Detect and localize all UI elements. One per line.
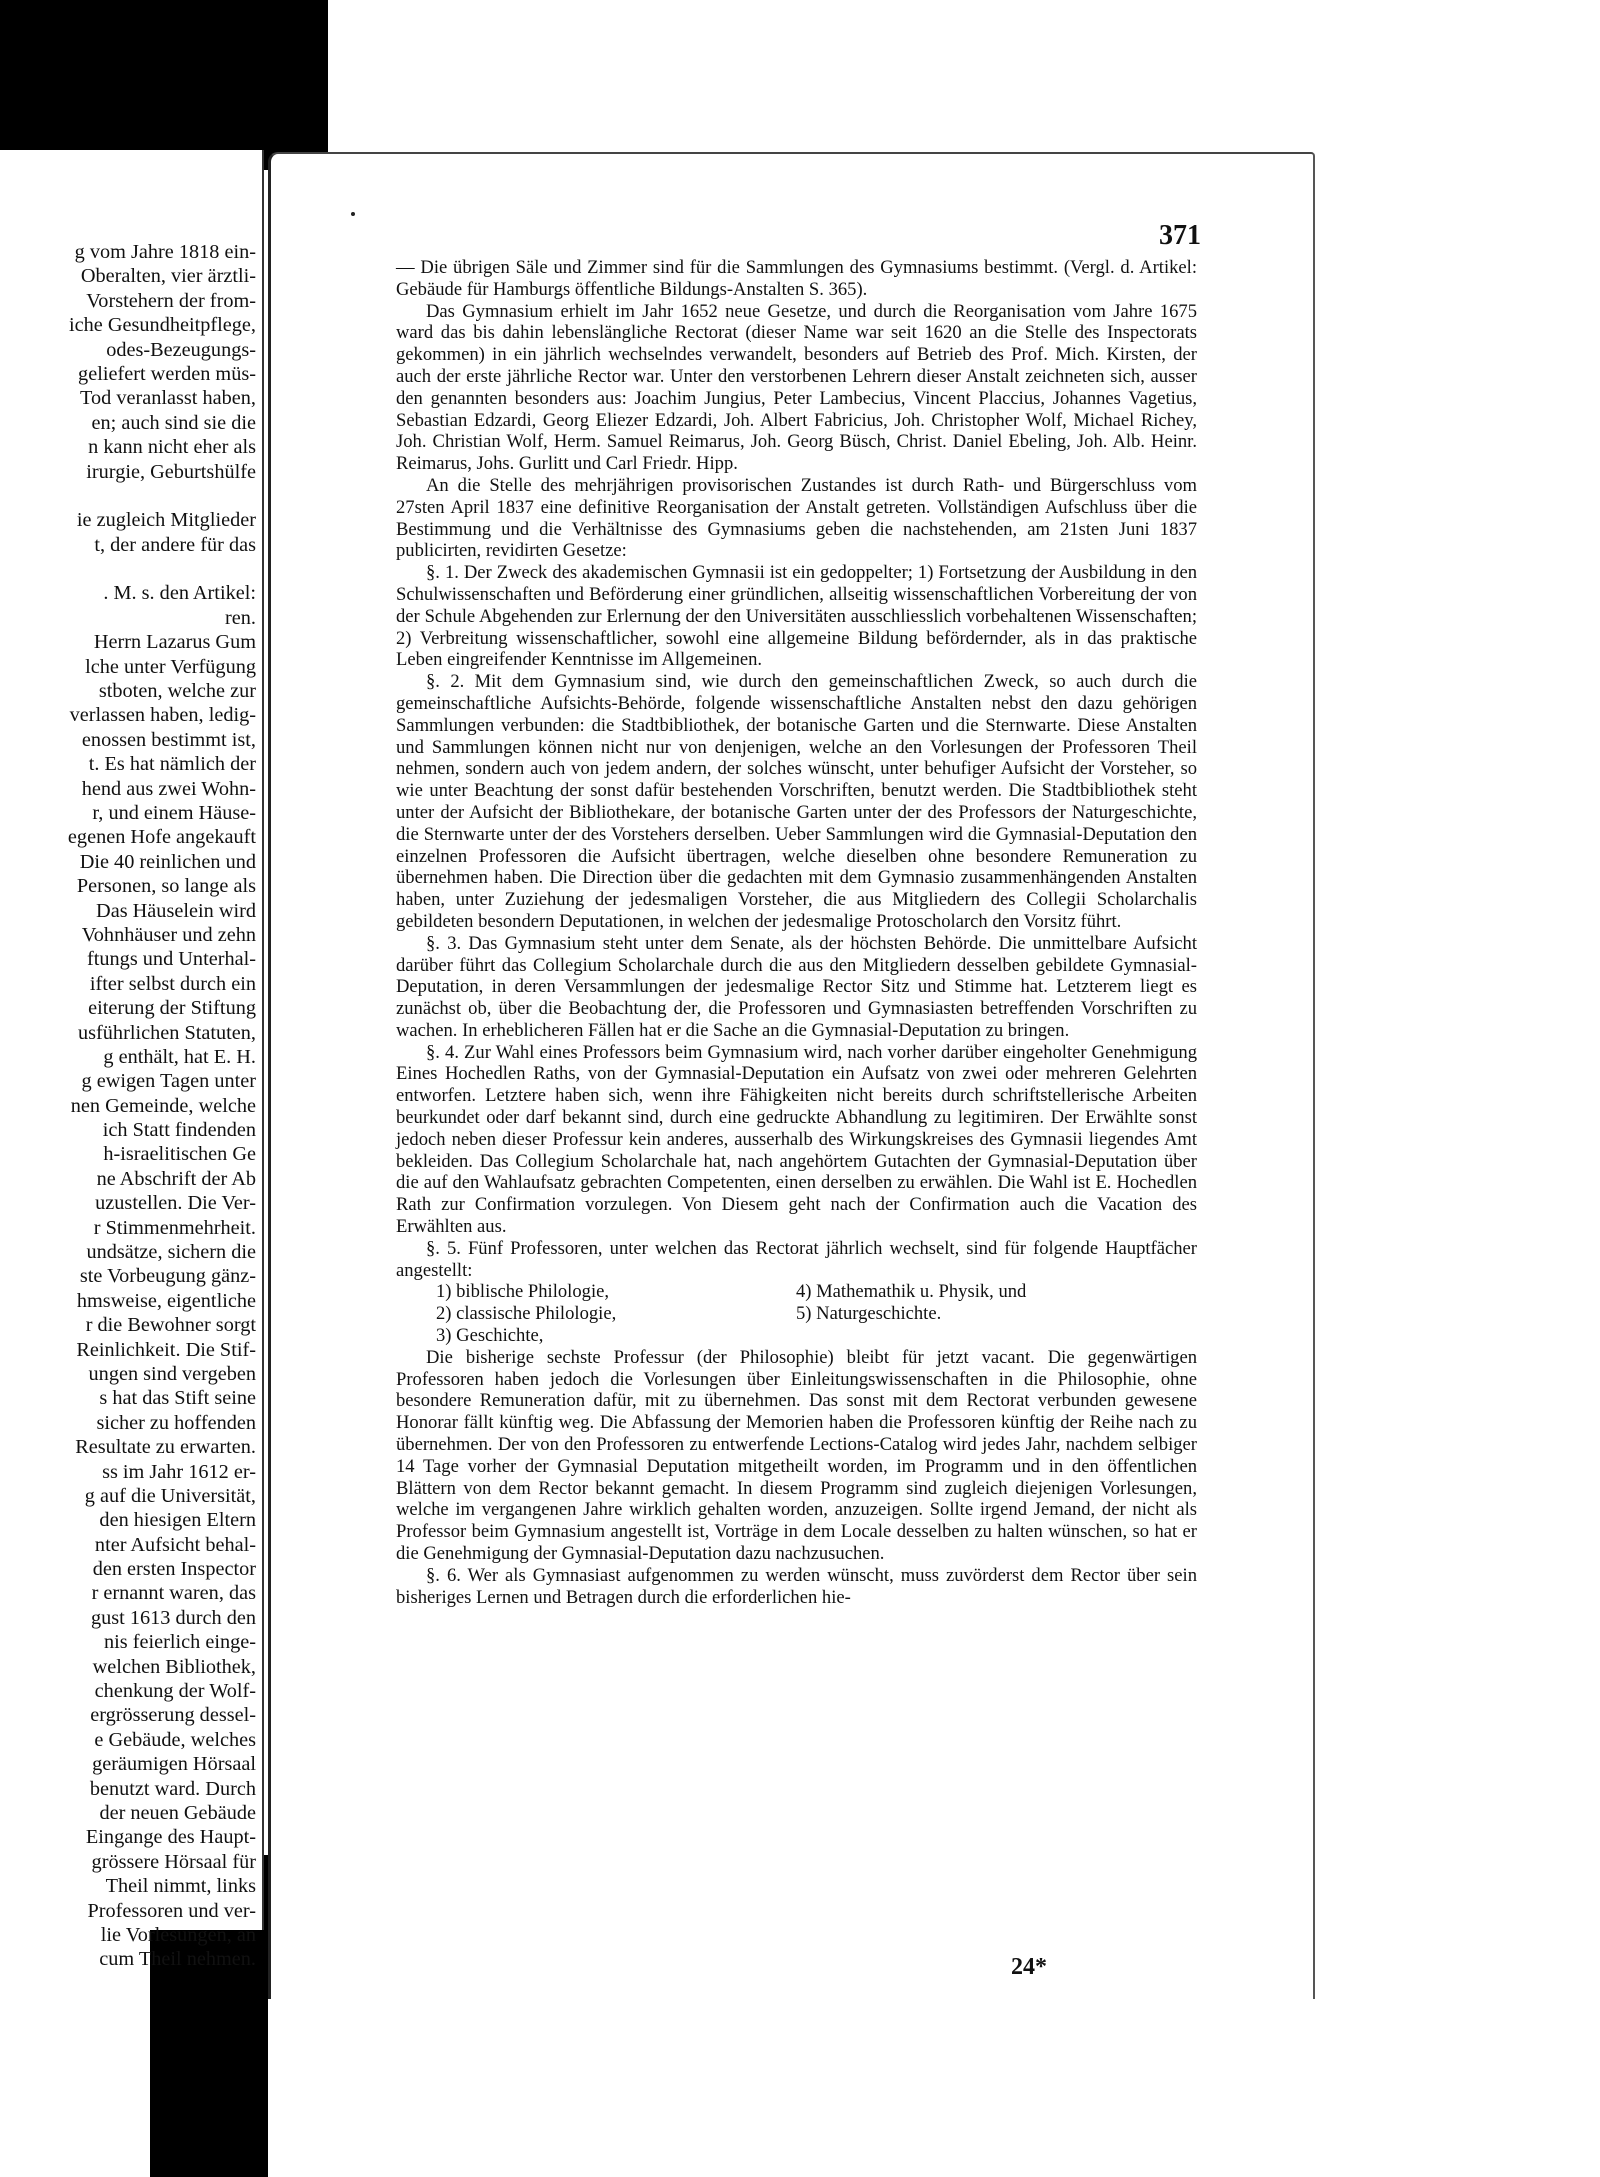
left-page-line: hmsweise, eigentliche [76, 1289, 256, 1312]
left-page-line: lie Vorlesungen, an [100, 1923, 256, 1946]
left-page-line: enossen bestimmt ist, [81, 728, 256, 751]
left-page-line: g auf die Universität, [84, 1484, 256, 1507]
left-page-line: den ersten Inspector [92, 1558, 256, 1581]
paragraph: §. 6. Wer als Gymnasiast aufgenommen zu werden wünscht, muss zuvörderst dem Rector über sein bisheriges Lernen und Betragen durch die erforderlichen hie- [396, 1564, 1197, 1608]
left-page-line: eiterung der Stiftung [88, 997, 256, 1020]
left-page-line: den hiesigen Eltern [99, 1509, 256, 1532]
left-page-line: . M. s. den Artikel: [103, 582, 256, 605]
left-page-line: iche Gesundheitpflege, [69, 314, 256, 337]
left-page-line: gust 1613 durch den [90, 1606, 256, 1629]
page-body [396, 257, 1197, 1608]
left-page-line: geräumigen Hörsaal [92, 1753, 256, 1776]
left-page-line: nis feierlich einge- [103, 1631, 256, 1654]
left-page-line: Oberalten, vier ärztli- [80, 265, 256, 288]
left-page-line: Tod veranlasst haben, [80, 387, 256, 410]
left-page-line: t, der andere für das [94, 533, 256, 556]
left-page-line: usführlichen Statuten, [78, 1021, 256, 1044]
left-page-line: e Gebäude, welches [94, 1728, 256, 1751]
left-page-line: benutzt ward. Durch [89, 1777, 256, 1800]
left-page-line: Vorstehern der from- [86, 289, 256, 312]
left-page-line: stboten, welche zur [98, 680, 256, 703]
left-page-line: lche unter Verfügung [85, 655, 256, 678]
left-page-line: ich Statt findenden [102, 1119, 256, 1142]
scanner-border-top [0, 0, 328, 170]
left-page-line: s hat das Stift seine [99, 1387, 256, 1410]
left-page-line: g enthält, hat E. H. [103, 1045, 256, 1068]
paragraphs-after-list [396, 1347, 1197, 1609]
paragraph: — Die übrigen Säle und Zimmer sind für die Sammlungen des Gymnasiums bestimmt. (Vergl. d. Artikel: Gebäude für Hamburgs öffentliche Bildungs-Anstalten S. 365). [396, 257, 1197, 300]
left-page-line: cum Theil nehmen. [99, 1948, 256, 1971]
left-page-line: ie zugleich Mitglieder [76, 509, 256, 532]
left-page-line: Vohnhäuser und zehn [81, 923, 256, 946]
right-page [268, 152, 1315, 1999]
left-page-line: hend aus zwei Wohn- [81, 777, 256, 800]
left-page-line: undsätze, sichern die [86, 1241, 256, 1264]
subject-item: 1) biblische Philologie, [436, 1281, 610, 1303]
left-page-line: Theil nimmt, links [105, 1875, 256, 1898]
paragraph: §. 5. Fünf Professoren, unter welchen das Rectorat jährlich wechselt, sind für folgende Hauptfächer angestellt: [396, 1237, 1197, 1281]
paragraph: §. 1. Der Zweck des akademischen Gymnasii ist ein gedoppelter; 1) Fortsetzung der Ausbildung in den Schulwissenschaften und Beförderung einer gründlichen, allseitig wissenschaftlichen Vorbereitung der von der Schule Abgehenden zur Erlernung der den Universitäten ausschliesslich vorbehaltenen Wissenschaften; 2) Verbreitung wissenschaftlicher, sowohl eine allgemeine Bildung befördernder, als in das praktische Leben eingreifender Kenntnisse im Allgemeinen. [396, 562, 1197, 671]
paragraph: §. 3. Das Gymnasium steht unter dem Senate, als der höchsten Behörde. Die unmittelbare Aufsicht darüber führt das Collegium Scholarchale durch die aus den Mitgliedern desselben gebildete Gymnasial-Deputation, in deren Versammlungen der jedesmalige Rector Sitz und Stimme hat. Letzterem liegt es zunächst ob, über die Beobachtung der, die Professoren und Gymnasiasten betreffenden Vorschriften zu wachen. In erheblicheren Fällen hat er die Sache an die Gymnasial-Deputation zu bringen. [396, 932, 1197, 1041]
left-page-line: h-israelitischen Ge [103, 1143, 256, 1166]
paragraph: §. 2. Mit dem Gymnasium sind, wie durch den gemeinschaftlichen Zweck, so auch durch die gemeinschaftliche Aufsichts-Behörde, folgende wissenschaftliche Anstalten nebst den dazu gehörigen Sammlungen verbunden: die Stadtbibliothek, der botanische Garten und die Sternwarte. Diese Anstalten und Sammlungen können nicht nur von denjenigen, welche an den Vorlesungen der Professoren Theil nehmen, sondern auch von jedem andern, der solches wünscht, unter behufiger Aufsicht der Vorsteher, so wie unter Beachtung der sonst dafür bestehenden Vorschriften, benutzt werden. Die Stadtbibliothek steht unter der Aufsicht der Bibliothekare, der botanische Garten unter der des Professors der Naturgeschichte, die Sternwarte unter der des Vorstehers derselben. Ueber Sammlungen wird die Gymnasial-Deputation den einzelnen Professoren die Aufsicht übertragen, welche dieselben ohne besondere Remuneration zu übernehmen haben. Die Direction über die gedachten mit dem Gymnasio zusammenhängenden Anstalten haben, unter Zuziehung der jedesmaligen Vorsteher, die aus Mitgliedern des Collegii Scholarchalis gebildeten besondern Deputationen, in welchen der jedesmalige Protoscholarch den Vorsitz führt. [396, 671, 1197, 932]
left-page-line: Reinlichkeit. Die Stif- [76, 1338, 256, 1361]
left-page-line: Herrn Lazarus Gum [93, 631, 256, 654]
left-page-line: verlassen haben, ledig- [69, 704, 256, 727]
subject-list [436, 1281, 1197, 1346]
left-page-line: ifter selbst durch ein [89, 972, 256, 995]
paragraph: Die bisherige sechste Professur (der Philosophie) bleibt für jetzt vacant. Die gegenwärtigen Professoren haben jedoch die Vorlesungen über Einleitungswissenschaften in die Philosophie, ohne besondere Remuneration dafür, mit zu übernehmen. Das sonst mit dem Rectorat verbunden gewesene Honorar fällt künftig weg. Die Abfassung der Memorien haben die Professoren künftig der Reihe nach zu übernehmen. Der von den Professoren zu entwerfende Lections-Catalog wird jedes Jahr, nachdem selbiger 14 Tage vorher der Gymnasial Deputation mitgetheilt worden, im Programm und in den öffentlichen Blättern von dem Rector bekannt gemacht. In diesem Programm sind zugleich diejenigen Vorlesungen, welche im vergangenen Jahre wirklich gehalten worden, anzuzeigen. Sollte irgend Jemand, der nicht als Professor beim Gymnasium angestellt ist, Vorträge in dem Locale desselben zu halten wünschen, so hat er die Genehmigung der Gymnasial-Deputation dazu nachzusuchen. [396, 1346, 1197, 1565]
subject-item: 3) Geschichte, [436, 1325, 544, 1347]
subject-item [796, 1325, 1156, 1347]
left-page-text [16, 240, 256, 1972]
left-page-line: ne Abschrift der Ab [96, 1167, 256, 1190]
left-page-line: uzustellen. Die Ver- [95, 1192, 256, 1215]
left-page-line: chenkung der Wolf- [94, 1680, 256, 1703]
left-page-line: nter Aufsicht behal- [94, 1533, 256, 1556]
left-page-line: ss im Jahr 1612 er- [102, 1460, 256, 1483]
left-page-line: sicher zu hoffenden [96, 1411, 256, 1434]
left-page-line: der neuen Gebäude [99, 1802, 256, 1824]
signature-mark: 24* [1011, 1954, 1047, 1980]
ink-dot [351, 212, 355, 216]
left-page-line: ftungs und Unterhal- [87, 948, 256, 971]
subject-item: 2) classische Philologie, [436, 1303, 617, 1325]
left-page-line: r die Bewohner sorgt [85, 1314, 256, 1337]
left-page-line: odes-Bezeugungs- [106, 338, 256, 361]
paragraph: Das Gymnasium erhielt im Jahr 1652 neue Gesetze, und durch die Reorganisation vom Jahre 1675 ward das bis dahin lebenslängliche Rectorat (dieser Name war seit 1620 an die Stelle des Inspectorats gekommen) in ein jährlich wechselndes verwandelt, besonders auf Betrieb des Prof. Mich. Kirsten, der auch der erste jährliche Rector war. Unter den verstorbenen Lehrern dieser Anstalt zeichneten sich, ausser den genannten besonders aus: Joachim Jungius, Peter Lambecius, Vincent Placcius, Johannes Vagetius, Sebastian Edzardi, Georg Eliezer Edzardi, Joh. Albert Fabricius, Joh. Christopher Wolf, Michael Richey, Joh. Christian Wolf, Herm. Samuel Reimarus, Joh. Georg Büsch, Christ. Daniel Ebeling, Joh. Alb. Heinr. Reimarus, Johs. Gurlitt und Carl Friedr. Hipp. [396, 300, 1197, 475]
left-page-line: n kann nicht eher als [88, 436, 256, 459]
left-page-line: g vom Jahre 1818 ein- [74, 241, 256, 263]
subject-item: 4) Mathemathik u. Physik, und [796, 1281, 1027, 1303]
paragraph: §. 4. Zur Wahl eines Professors beim Gymnasium wird, nach vorher darüber eingeholter Genehmigung Eines Hochedlen Raths, von der Gymnasial-Deputation ein Aufsatz von zwei oder mehreren Gelehrten entworfen. Letztere haben sich, wenn ihre Fähigkeiten nicht bereits durch schriftstellerische Arbeiten beurkundet oder darf bekannt sind, durch eine gedruckte Abhandlung zu legitimiren. Der Erwählte sonst jedoch neben dieser Professur kein anderes, ausserhalb des Wirkungskreises des Gymnasii liegendes Amt bekleiden. Das Collegium Scholarchale hat, nach angehörtem Gutachten der Gymnasial-Deputation über die auf den Wahlaufsatz gebrachten Competenten, einen derselben zu erwählen. Die Wahl ist E. Hochedlen Rath zur Confirmation vorzulegen. Von Diesem geht nach der Confirmation auch die Vacation des Erwählten aus. [396, 1041, 1197, 1238]
left-page-line: Das Häuselein wird [96, 899, 256, 922]
left-page-line [16, 484, 256, 508]
left-page-line: ren. [225, 606, 256, 629]
left-page-line: r Stimmenmehrheit. [93, 1216, 256, 1239]
left-page-line: en; auch sind sie die [91, 411, 256, 434]
left-page-line: g ewigen Tagen unter [81, 1070, 256, 1093]
left-page-line: Resultate zu erwarten. [75, 1436, 256, 1459]
left-page-line: egenen Hofe angekauft [67, 826, 256, 849]
left-page-line: irurgie, Geburtshülfe [86, 460, 256, 483]
left-page-line: Personen, so lange als [76, 875, 256, 898]
left-page-line: ergrösserung dessel- [90, 1704, 256, 1727]
left-page-line [16, 557, 256, 581]
left-page-line: Professoren und ver- [87, 1899, 256, 1922]
left-page-line: welchen Bibliothek, [92, 1655, 256, 1678]
subject-item: 5) Naturgeschichte. [796, 1303, 942, 1325]
left-page-line: r ernannt waren, das [91, 1582, 256, 1605]
left-page-line: nen Gemeinde, welche [70, 1094, 256, 1117]
left-page-line: t. Es hat nämlich der [88, 753, 256, 776]
page-number: 371 [1159, 220, 1201, 251]
paragraphs-before-list [396, 257, 1197, 1281]
left-page-line: ste Vorbeugung gänz- [79, 1265, 256, 1288]
left-page-line: r, und einem Häuse- [92, 801, 256, 824]
left-page-line: geliefert werden müs- [78, 362, 256, 385]
paragraph: An die Stelle des mehrjährigen provisorischen Zustandes ist durch Rath- und Bürgerschluss vom 27sten April 1837 eine definitive Reorganisation der Anstalt getreten. Vollständigen Aufschluss über die Bestimmung und die Verhältnisse des Gymnasiums geben die nachstehenden, am 21sten Juni 1837 publicirten, revidirten Gesetze: [396, 474, 1197, 562]
left-page-line: Eingange des Haupt- [85, 1826, 256, 1849]
left-page-line: ungen sind vergeben [88, 1362, 256, 1385]
left-page-line: Die 40 reinlichen und [79, 850, 256, 873]
left-page-line: grössere Hörsaal für [91, 1850, 256, 1873]
left-page [0, 150, 264, 1971]
